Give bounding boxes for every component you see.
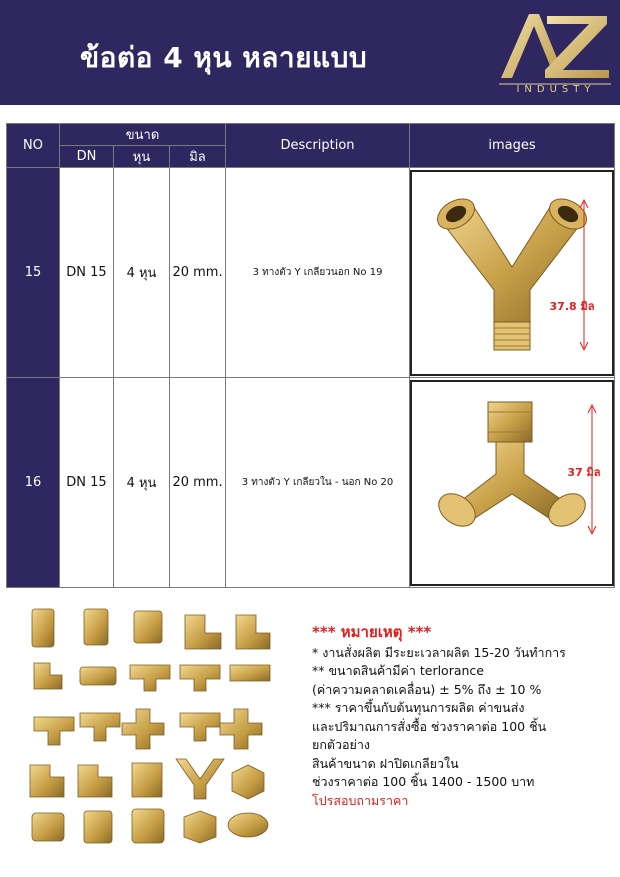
contact-note: โปรสอบถามราคา	[312, 792, 409, 808]
col-size-header: ขนาด	[60, 124, 226, 146]
product-table	[6, 123, 614, 587]
product-image	[410, 170, 614, 376]
col-mil-header: มิล	[170, 146, 226, 168]
page-title: ข้อต่อ 4 หุน หลายแบบ	[80, 41, 368, 74]
note-line: และปริมาณการสั่งซื้อ ช่วงราคาต่อ 100 ชิ้น	[312, 718, 547, 734]
y-fitting-icon	[412, 172, 612, 374]
table-row	[7, 378, 615, 588]
product-image	[410, 380, 614, 586]
note-line: ** ขนาดสินค้ามีค่า terlorance	[312, 663, 484, 678]
row-description: 3 ทางตัว Y เกลียวนอก No 19	[226, 168, 410, 378]
row-mil: 20 mm.	[170, 378, 226, 588]
row-image-cell	[410, 378, 615, 588]
fittings-gallery	[20, 605, 285, 850]
note-line: * งานสั่งผลิต มีระยะเวลาผลิต 15-20 วันทำการ	[312, 644, 566, 660]
brand-logo	[495, 6, 615, 101]
col-no-header: NO	[7, 124, 60, 168]
y-fitting-icon	[412, 382, 612, 584]
notes-panel	[312, 623, 617, 810]
row-hun: 4 หุน	[114, 168, 170, 378]
header-banner	[0, 0, 620, 105]
dimension-label: 37 มิล	[567, 465, 601, 479]
row-image-cell	[410, 168, 615, 378]
dimension-label: 37.8 มิล	[549, 299, 595, 313]
row-no: 16	[7, 378, 60, 588]
note-line: (ค่าความคลาดเคลื่อน) ± 5% ถึง ± 10 %	[312, 681, 542, 697]
row-dn: DN 15	[60, 378, 114, 588]
note-line: *** ราคาขึ้นกับต้นทุนการผลิต ค่าขนส่ง	[312, 700, 525, 715]
col-dn-header: DN	[60, 146, 114, 168]
row-no: 15	[7, 168, 60, 378]
col-desc-header: Description	[226, 124, 410, 168]
note-line: สินค้าขนาด ฝาปิดเกลียวใน	[312, 755, 459, 771]
col-images-header: images	[410, 124, 615, 168]
brass-fittings-icon	[20, 605, 285, 850]
note-line: ช่วงราคาต่อ 100 ชิ้น 1400 - 1500 บาท	[312, 774, 535, 789]
brand-subtitle: INDUSTY	[516, 84, 596, 95]
az-logo-icon	[495, 6, 615, 86]
row-hun: 4 หุน	[114, 378, 170, 588]
note-line: ยกตัวอย่าง	[312, 737, 370, 752]
row-mil: 20 mm.	[170, 168, 226, 378]
table-row	[7, 168, 615, 378]
col-hun-header: หุน	[114, 146, 170, 168]
notes-heading: *** หมายเหตุ ***	[312, 623, 432, 641]
row-description: 3 ทางตัว Y เกลียวใน - นอก No 20	[226, 378, 410, 588]
row-dn: DN 15	[60, 168, 114, 378]
